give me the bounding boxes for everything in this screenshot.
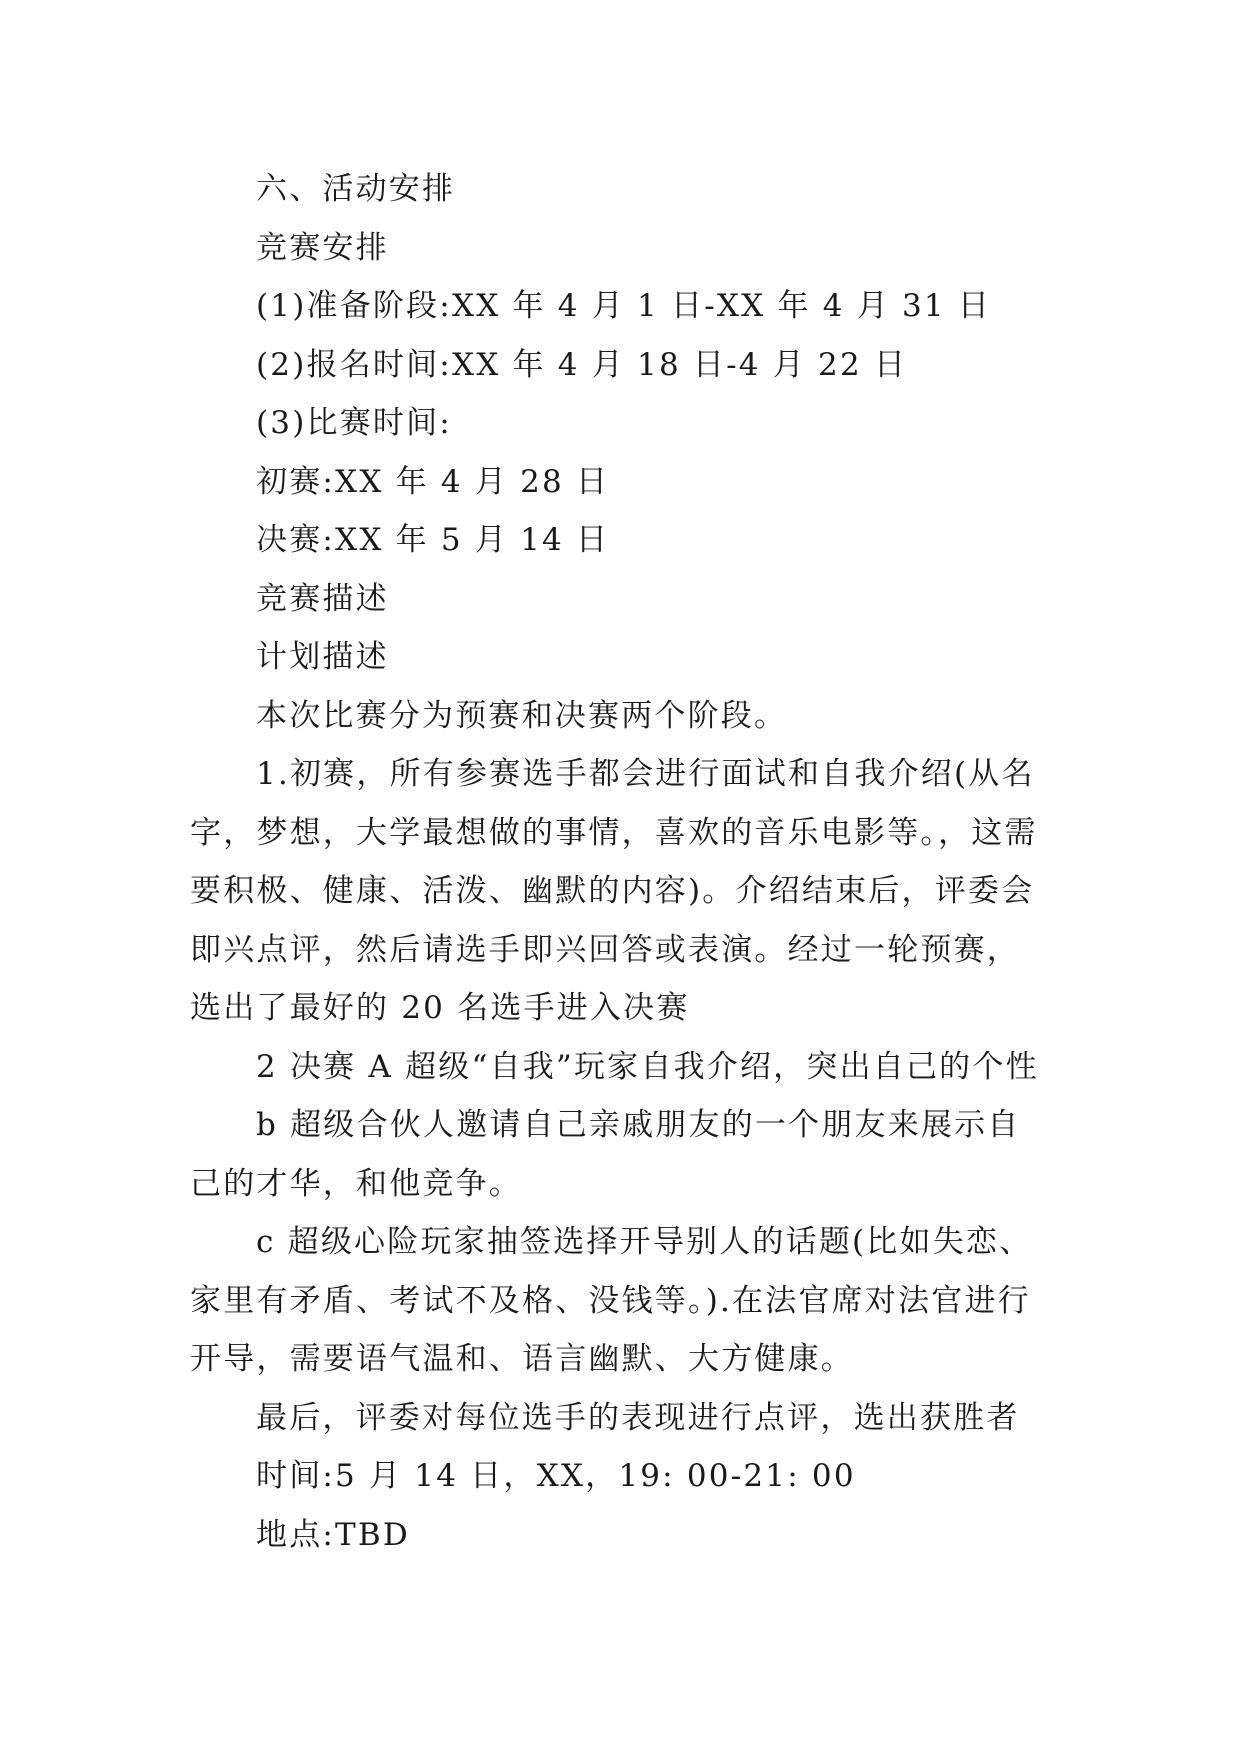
- subheading-competition-schedule: 竞赛安排: [256, 229, 389, 266]
- body-paragraph-final-b: b 超级合伙人邀请自己亲戚朋友的一个朋友来展示自己的才华，和他竞争。: [190, 1107, 1021, 1202]
- body-paragraph-preliminary: 1.初赛，所有参赛选手都会进行面试和自我介绍(从名字，梦想，大学最想做的事情，喜欢的音乐电影等。，这需要积极、健康、活泼、幽默的内容)。介绍结束后，评委会即兴点评，然后请选手即兴回答或表演。经过一轮预赛，选出了最好的 20 名选手进入决赛: [190, 756, 1038, 1026]
- body-paragraph-stages: 本次比赛分为预赛和决赛两个阶段。: [256, 697, 788, 734]
- section-heading: 六、活动安排: [256, 171, 456, 207]
- schedule-final-date: 决赛:XX 年 5 月 14 日: [256, 522, 610, 558]
- schedule-preliminary-date: 初赛:XX 年 4 月 28 日: [256, 463, 610, 500]
- event-location: 地点:TBD: [256, 1516, 410, 1553]
- body-paragraph-final-a: 2 决赛 A 超级“自我”玩家自我介绍，突出自己的个性: [256, 1048, 1039, 1085]
- event-time: 时间:5 月 14 日，XX，19: 00-21: 00: [256, 1458, 856, 1494]
- document-body: [190, 160, 1052, 1564]
- schedule-item-registration: (2)报名时间:XX 年 4 月 18 日-4 月 22 日: [256, 346, 908, 383]
- body-paragraph-judging: 最后，评委对每位选手的表现进行点评，选出获胜者: [256, 1399, 1020, 1436]
- schedule-item-competition-time: (3)比赛时间:: [256, 405, 452, 441]
- subheading-competition-description: 竞赛描述: [256, 580, 389, 617]
- body-paragraph-final-c: c 超级心险玩家抽签选择开导别人的话题(比如失恋、家里有矛盾、考试不及格、没钱等。).在法官席对法官进行开导，需要语气温和、语言幽默、大方健康。: [190, 1224, 1033, 1377]
- schedule-item-preparation: (1)准备阶段:XX 年 4 月 1 日-XX 年 4 月 31 日: [256, 288, 992, 324]
- subheading-plan-description: 计划描述: [256, 639, 389, 675]
